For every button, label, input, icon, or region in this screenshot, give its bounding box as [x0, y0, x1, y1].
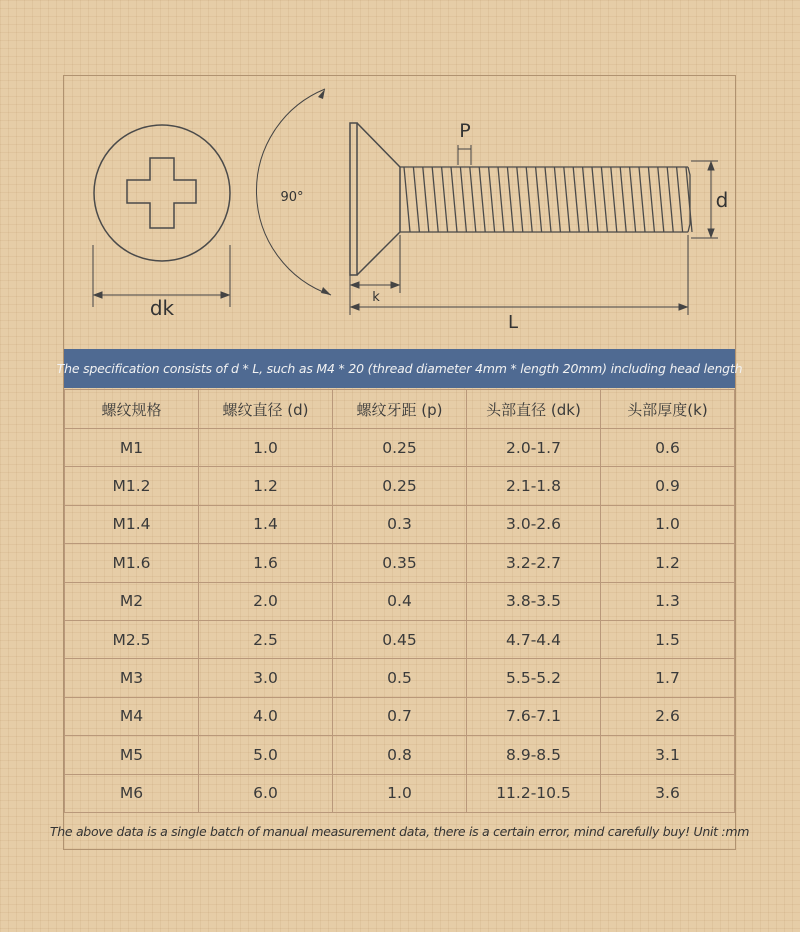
length-label: L	[507, 312, 519, 333]
measurement-footnote: The above data is a single batch of manual measurement data, there is a certain error, mind carefully buy! Unit :mm	[49, 823, 750, 839]
screw-head-top-view	[94, 125, 230, 261]
table-row	[65, 774, 735, 812]
table-row	[65, 429, 735, 467]
table-cell: M2	[65, 582, 199, 620]
table-cell: 0.7	[333, 697, 467, 735]
table-cell: 11.2-10.5	[467, 774, 601, 812]
table-cell: 3.0-2.6	[467, 505, 601, 543]
table-cell: 4.0	[199, 697, 333, 735]
header-head-diameter: 头部直径 (dk)	[467, 390, 601, 429]
header-thread-diameter: 螺纹直径 (d)	[199, 390, 333, 429]
header-head-thickness: 头部厚度(k)	[601, 390, 735, 429]
table-cell: 0.4	[333, 582, 467, 620]
table-cell: M1.6	[65, 544, 199, 582]
table-row	[65, 544, 735, 582]
table-cell: 8.9-8.5	[467, 736, 601, 774]
table-row	[65, 582, 735, 620]
table-cell: 2.1-1.8	[467, 467, 601, 505]
table-cell: 7.6-7.1	[467, 697, 601, 735]
spec-table	[64, 389, 735, 813]
table-cell: 1.0	[199, 429, 333, 467]
table-cell: 5.5-5.2	[467, 659, 601, 697]
table-row	[65, 467, 735, 505]
table-cell: M6	[65, 774, 199, 812]
table-cell: M1	[65, 429, 199, 467]
table-cell: M1.2	[65, 467, 199, 505]
table-cell: 1.2	[601, 544, 735, 582]
table-cell: 0.8	[333, 736, 467, 774]
angle-label: 90°	[280, 190, 304, 205]
table-cell: 3.0	[199, 659, 333, 697]
d-dimension	[691, 161, 718, 238]
header-thread-spec: 螺纹规格	[65, 390, 199, 429]
table-cell: 1.0	[601, 505, 735, 543]
table-cell: 6.0	[199, 774, 333, 812]
dk-label: dk	[149, 296, 175, 320]
table-cell: 5.0	[199, 736, 333, 774]
table-cell: 1.6	[199, 544, 333, 582]
d-label: d	[715, 188, 729, 212]
table-cell: 3.1	[601, 736, 735, 774]
table-cell: 0.35	[333, 544, 467, 582]
table-row	[65, 736, 735, 774]
header-thread-pitch: 螺纹牙距 (p)	[333, 390, 467, 429]
table-cell: 1.3	[601, 582, 735, 620]
table-cell: 0.6	[601, 429, 735, 467]
table-cell: M3	[65, 659, 199, 697]
table-cell: 0.9	[601, 467, 735, 505]
phillips-cross-icon	[127, 158, 196, 228]
screw-diagram	[63, 75, 736, 349]
table-cell: 0.5	[333, 659, 467, 697]
table-cell: M1.4	[65, 505, 199, 543]
k-label: k	[372, 290, 380, 305]
table-cell: 0.3	[333, 505, 467, 543]
table-cell: 2.6	[601, 697, 735, 735]
table-row	[65, 620, 735, 658]
table-cell: 0.45	[333, 620, 467, 658]
table-cell: 2.0-1.7	[467, 429, 601, 467]
table-cell: 1.0	[333, 774, 467, 812]
table-header-row	[65, 390, 735, 429]
table-cell: 3.6	[601, 774, 735, 812]
table-cell: 1.2	[199, 467, 333, 505]
table-cell: 1.4	[199, 505, 333, 543]
spec-banner: The specification consists of d * L, such as M4 * 20 (thread diameter 4mm * length 20mm) including head length	[64, 349, 735, 388]
table-cell: 1.7	[601, 659, 735, 697]
table-row	[65, 697, 735, 735]
table-cell: 2.5	[199, 620, 333, 658]
table-cell: M2.5	[65, 620, 199, 658]
table-cell: 2.0	[199, 582, 333, 620]
table-row	[65, 505, 735, 543]
table-cell: 0.25	[333, 467, 467, 505]
table-cell: M4	[65, 697, 199, 735]
length-dimension	[351, 235, 688, 315]
table-cell: 0.25	[333, 429, 467, 467]
table-cell: M5	[65, 736, 199, 774]
screw-thread	[400, 167, 692, 232]
table-cell: 3.8-3.5	[467, 582, 601, 620]
pitch-dimension	[458, 145, 471, 165]
pitch-label: P	[459, 120, 471, 142]
table-cell: 3.2-2.7	[467, 544, 601, 582]
table-cell: 1.5	[601, 620, 735, 658]
table-cell: 4.7-4.4	[467, 620, 601, 658]
table-row	[65, 659, 735, 697]
screw-head-side-view	[350, 123, 400, 275]
